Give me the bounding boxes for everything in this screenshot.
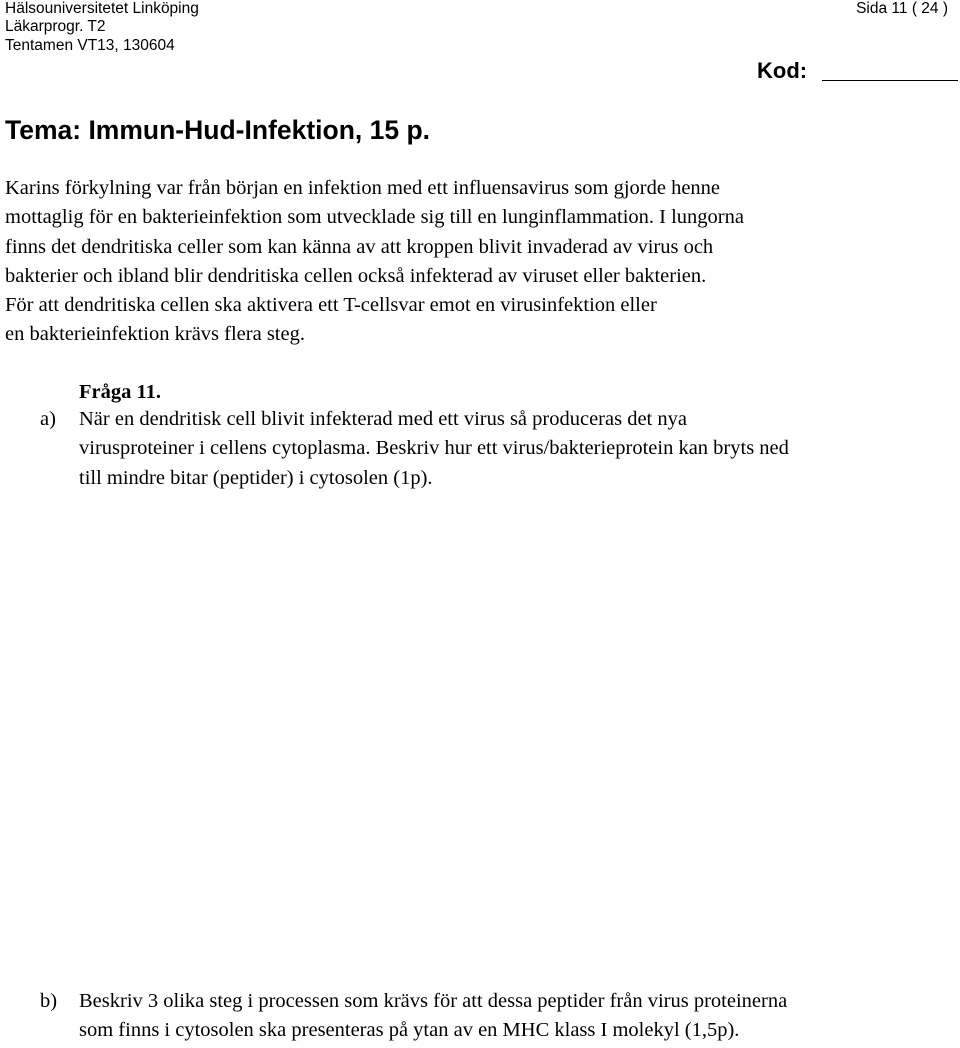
intro-line: en bakterieinfektion krävs flera steg. (5, 323, 305, 346)
question-title: Fråga 11. (79, 381, 161, 403)
header-exam: Tentamen VT13, 130604 (5, 37, 175, 54)
question-line: till mindre bitar (peptider) i cytosolen (1p). (79, 466, 433, 489)
theme-title: Tema: Immun-Hud-Infektion, 15 p. (5, 115, 430, 145)
question-line: Beskriv 3 olika steg i processen som krävs för att dessa peptider från virus proteinerna (79, 990, 788, 1012)
code-answer-line[interactable] (822, 80, 958, 81)
header-course: Läkarprogr. T2 (5, 18, 106, 35)
question-line: som finns i cytosolen ska presenteras på ytan av en MHC klass I molekyl (1,5p). (79, 1019, 740, 1042)
question-marker-b: b) (40, 990, 58, 1012)
question-marker-a: a) (40, 408, 56, 430)
question-text-a (79, 405, 789, 493)
intro-line: finns det dendritiska celler som kan känna av att kroppen blivit invaderad av virus och (5, 235, 714, 258)
header-institution: Hälsouniversitetet Linköping (5, 0, 199, 17)
intro-line: För att dendritiska cellen ska aktivera ett T-cellsvar emot en virusinfektion eller (5, 294, 657, 317)
intro-paragraph (5, 174, 950, 350)
intro-line: mottaglig för en bakterieinfektion som utvecklade sig till en lunginflammation. I lungorna (5, 206, 744, 229)
code-label: Kod: (757, 58, 808, 83)
intro-line: bakterier och ibland blir dendritiska cellen också infekterad av viruset eller bakterien. (5, 264, 707, 287)
question-text-b (79, 987, 787, 1046)
intro-line: Karins förkylning var från början en infektion med ett influensavirus som gjorde henne (5, 177, 721, 199)
page-indicator: Sida 11 ( 24 ) (856, 0, 948, 17)
question-line: När en dendritisk cell blivit infekterad med ett virus så produceras det nya (79, 408, 687, 430)
question-line: virusproteiner i cellens cytoplasma. Beskriv hur ett virus/bakterieprotein kan bryts ned (79, 437, 789, 460)
